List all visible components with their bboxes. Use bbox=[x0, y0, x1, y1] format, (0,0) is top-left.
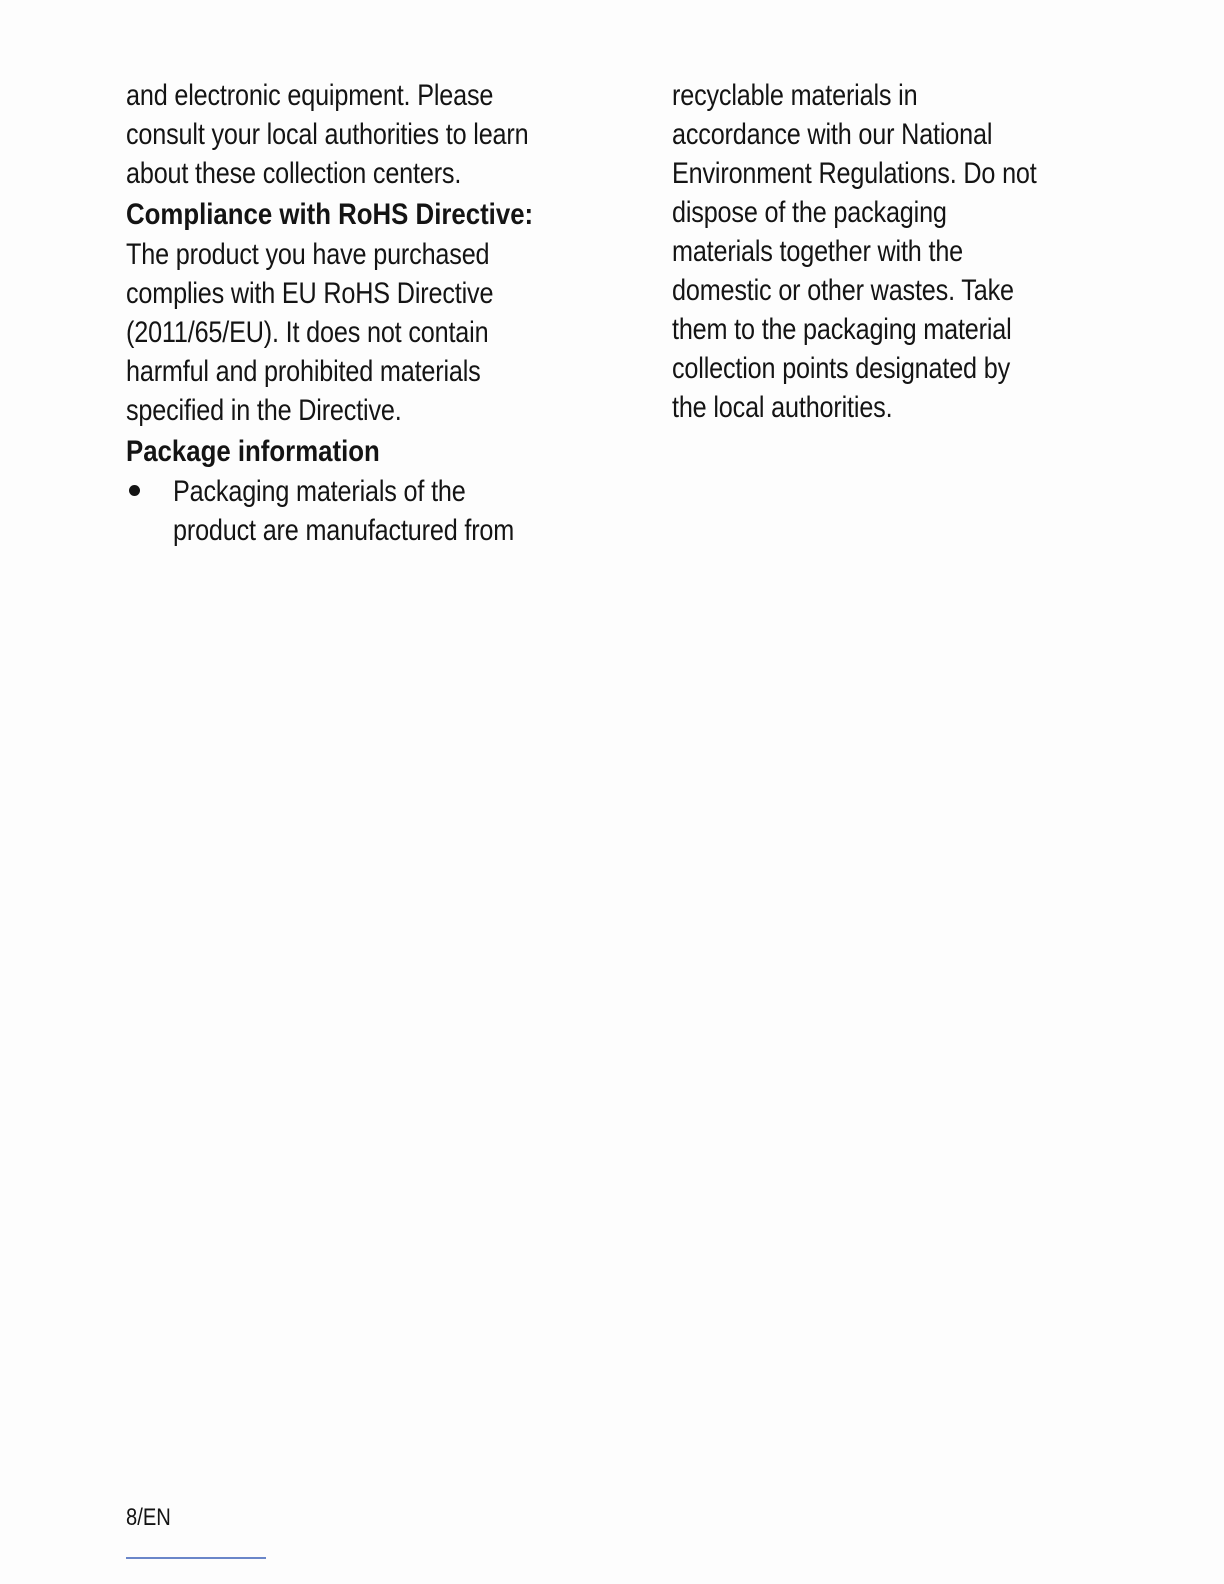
bullet-icon bbox=[129, 485, 140, 496]
left-column bbox=[126, 76, 596, 550]
text-line: and electronic equipment. Please bbox=[126, 79, 494, 112]
text-line: product are manufactured from bbox=[173, 514, 515, 547]
text-line: consult your local authorities to learn bbox=[126, 118, 529, 151]
text-line: materials together with the bbox=[672, 235, 964, 268]
text-line: complies with EU RoHS Directive bbox=[126, 277, 494, 310]
text-line: them to the packaging material bbox=[672, 313, 1012, 346]
text-line: recyclable materials in bbox=[672, 79, 918, 112]
text-line: Packaging materials of the bbox=[173, 475, 466, 508]
text-line: (2011/65/EU). It does not contain bbox=[126, 316, 489, 349]
rohs-paragraph bbox=[126, 235, 596, 430]
text-line: the local authorities. bbox=[672, 391, 893, 424]
text-line: Environment Regulations. Do not bbox=[672, 157, 1037, 190]
text-line: The product you have purchased bbox=[126, 238, 490, 271]
text-line: domestic or other wastes. Take bbox=[672, 274, 1014, 307]
package-heading: Package information bbox=[126, 435, 380, 468]
text-line: harmful and prohibited materials bbox=[126, 355, 481, 388]
rohs-heading: Compliance with RoHS Directive: bbox=[126, 198, 534, 231]
disposal-paragraph bbox=[126, 76, 596, 193]
bullet-item-packaging bbox=[126, 472, 596, 550]
text-line: dispose of the packaging bbox=[672, 196, 947, 229]
text-line: about these collection centers. bbox=[126, 157, 462, 190]
bullet-continuation-paragraph bbox=[672, 76, 1142, 427]
text-line: accordance with our National bbox=[672, 118, 993, 151]
text-line: specified in the Directive. bbox=[126, 394, 402, 427]
right-column bbox=[672, 76, 1142, 427]
text-line: collection points designated by bbox=[672, 352, 1011, 385]
footer-divider bbox=[126, 1557, 266, 1559]
page-number: 8/EN bbox=[126, 1504, 171, 1531]
